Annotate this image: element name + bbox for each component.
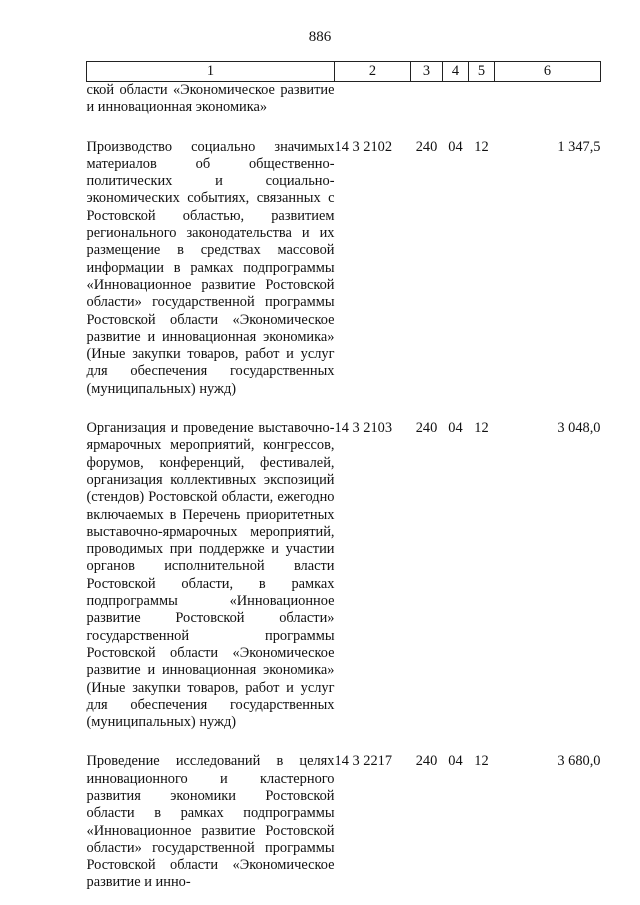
row-subsection: 12: [474, 753, 489, 770]
row-section: 04: [448, 753, 463, 770]
row-description: Организация и проведение выставочно-ярмарочных мероприятий, конгрессов, форумов, конференций, фестивалей, организация коллективных экспозиций (стендов) Ростовской области, ежегодно включаемых в Перечень приоритетных выставочно-ярмарочных мероприятий, проводимых при поддержке и участии органов исполнительной власти Ростовской области, в рамках подпрограммы «Инновационное развитие Ростовской области» государственной программы Ростовской области «Экономическое развитие и инновационная экономика» (Иные закупки товаров, работ и услуг для обеспечения государственных (муниципальных) нужд): [86, 420, 335, 731]
row-description: Проведение исследований в целях инновационного и кластерного развития экономики Ростовской области в рамках подпрограммы «Инновационное развитие Ростовской области» государственной программы Ростовской области «Экономическое развитие и инно-: [86, 753, 335, 891]
column-header-4: 4: [443, 62, 469, 82]
row-target-code: 14 3 2102: [334, 138, 393, 155]
table-row-continuation: [87, 82, 601, 117]
table-row: [87, 117, 601, 398]
row-target-code: 14 3 2217: [334, 753, 393, 770]
row-description: Производство социально значимых материалов об общественно-политических и социально-экономических событиях, связанных с Ростовской областью, развитием регионального законодательства и их размещение в средствах массовой информации в рамках подпрограммы «Инновационное развитие Ростовской области» государственной программы Ростовской области «Экономическое развитие и инновационная экономика» (Иные закупки товаров, работ и услуг для обеспечения государственных (муниципальных) нужд): [86, 138, 335, 397]
row-subsection: 12: [474, 138, 489, 155]
table-row: [87, 398, 601, 731]
row-amount: 3 680,0: [557, 753, 601, 770]
row-target-code: 14 3 2103: [334, 420, 393, 437]
row-section: 04: [448, 138, 463, 155]
column-header-3: 3: [411, 62, 443, 82]
row-amount: 1 347,5: [557, 138, 601, 155]
budget-table: [86, 61, 601, 892]
table-row: [87, 731, 601, 891]
row-amount: 3 048,0: [557, 420, 601, 437]
column-header-5: 5: [469, 62, 495, 82]
column-header-6: 6: [495, 62, 601, 82]
row-subsection: 12: [474, 420, 489, 437]
row-expense-type: 240: [415, 138, 438, 155]
table-header-row: [87, 62, 601, 82]
continuation-text: ской области «Экономическое развитие и инновационная экономика»: [86, 82, 335, 116]
row-section: 04: [448, 420, 463, 437]
row-expense-type: 240: [415, 420, 438, 437]
column-header-1: 1: [87, 62, 335, 82]
page-number: 886: [308, 29, 332, 45]
row-expense-type: 240: [415, 753, 438, 770]
column-header-2: 2: [335, 62, 411, 82]
